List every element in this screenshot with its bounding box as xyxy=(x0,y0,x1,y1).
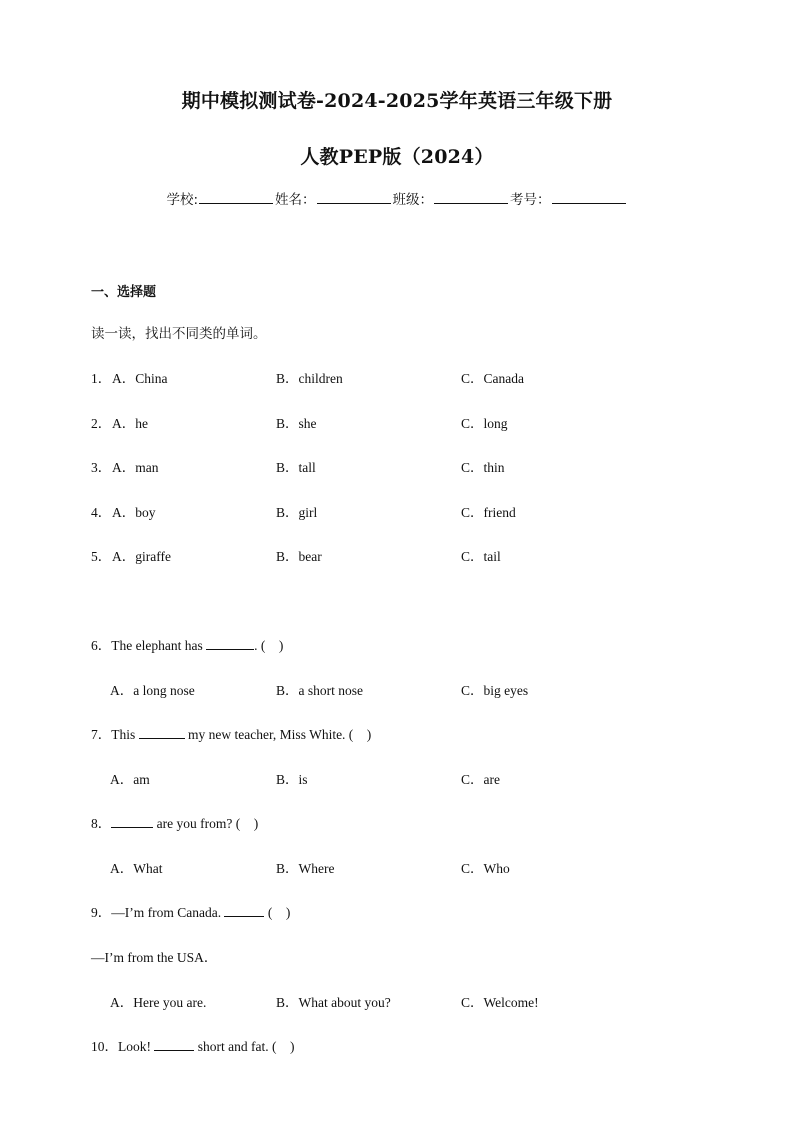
question-text-end: . ( ) xyxy=(254,638,284,653)
question-text-end: ( ) xyxy=(267,905,291,920)
question-number: 5． xyxy=(91,549,112,564)
question-row-4 xyxy=(0,501,794,521)
class-blank[interactable] xyxy=(434,191,508,204)
option-b[interactable]: B．girl xyxy=(276,505,318,520)
option-a[interactable]: A．a long nose xyxy=(110,683,195,698)
option-b[interactable]: B．children xyxy=(276,371,343,386)
question-row-3 xyxy=(0,456,794,476)
option-c[interactable]: C．tail xyxy=(461,549,501,564)
option-a[interactable]: A．Here you are. xyxy=(110,995,207,1010)
section-instruction: 读一读，找出不同类的单词。 xyxy=(91,326,267,342)
option-a[interactable]: A．man xyxy=(112,460,159,475)
name-blank[interactable] xyxy=(317,191,391,204)
option-c[interactable]: C．Welcome! xyxy=(461,995,539,1010)
option-c[interactable]: C．are xyxy=(461,772,500,787)
class-label: 班级： xyxy=(392,192,434,208)
question-text-end: short and fat. ( ) xyxy=(197,1039,295,1054)
option-c[interactable]: C．thin xyxy=(461,460,505,475)
answer-blank[interactable] xyxy=(154,1039,194,1051)
exam-no-blank[interactable] xyxy=(552,191,626,204)
question-7-options xyxy=(0,768,794,788)
question-7 xyxy=(91,723,371,743)
question-row-2 xyxy=(0,412,794,432)
question-8 xyxy=(91,812,258,832)
exam-title: 期中模拟测试卷-2024-2025学年英语三年级下册 xyxy=(181,90,613,112)
option-a[interactable]: A．am xyxy=(110,772,150,787)
question-number: 1． xyxy=(91,371,112,386)
question-9-options xyxy=(0,991,794,1011)
school-label: 学校: xyxy=(166,192,199,208)
option-a[interactable]: A．China xyxy=(112,371,168,386)
option-c[interactable]: C．friend xyxy=(461,505,516,520)
option-b[interactable]: B．tall xyxy=(276,460,316,475)
option-b[interactable]: B．a short nose xyxy=(276,683,363,698)
option-c[interactable]: C．Canada xyxy=(461,371,524,386)
question-number: 4． xyxy=(91,505,112,520)
question-text: 8． xyxy=(91,816,112,831)
question-6-options xyxy=(0,679,794,699)
question-9 xyxy=(91,901,290,921)
question-text: 6．The elephant has xyxy=(91,638,203,653)
option-c[interactable]: C．Who xyxy=(461,861,510,876)
option-b[interactable]: B．bear xyxy=(276,549,322,564)
option-a[interactable]: A．boy xyxy=(112,505,156,520)
question-text-end: are you from? ( ) xyxy=(156,816,259,831)
exam-subtitle: 人教PEP版（2024） xyxy=(300,146,494,168)
answer-blank[interactable] xyxy=(139,727,185,739)
student-info-line xyxy=(0,188,794,208)
option-c[interactable]: C．long xyxy=(461,416,508,431)
question-8-options xyxy=(0,857,794,877)
answer-blank[interactable] xyxy=(224,905,264,917)
option-c[interactable]: C．big eyes xyxy=(461,683,529,698)
question-row-1 xyxy=(0,367,794,387)
name-label: 姓名： xyxy=(275,192,316,208)
question-9-reply: —I’m from the USA． xyxy=(91,950,218,965)
answer-blank[interactable] xyxy=(111,816,153,828)
option-a[interactable]: A．giraffe xyxy=(112,549,171,564)
exam-no-label: 考号： xyxy=(510,192,551,208)
question-text: 9．—I’m from Canada. xyxy=(91,905,222,920)
question-text: 10．Look! xyxy=(91,1039,151,1054)
question-row-5 xyxy=(0,545,794,565)
question-10 xyxy=(91,1035,294,1055)
question-6 xyxy=(91,634,283,654)
answer-blank[interactable] xyxy=(206,638,254,650)
question-text: 7．This xyxy=(91,727,136,742)
school-blank[interactable] xyxy=(199,191,273,204)
question-number: 2． xyxy=(91,416,112,431)
option-a[interactable]: A．What xyxy=(110,861,163,876)
section-heading: 一、选择题 xyxy=(91,285,157,300)
option-b[interactable]: B．is xyxy=(276,772,308,787)
question-text-end: my new teacher, Miss White. ( ) xyxy=(188,727,372,742)
question-number: 3． xyxy=(91,460,112,475)
option-a[interactable]: A．he xyxy=(112,416,148,431)
option-b[interactable]: B．Where xyxy=(276,861,335,876)
option-b[interactable]: B．she xyxy=(276,416,317,431)
option-b[interactable]: B．What about you? xyxy=(276,995,391,1010)
